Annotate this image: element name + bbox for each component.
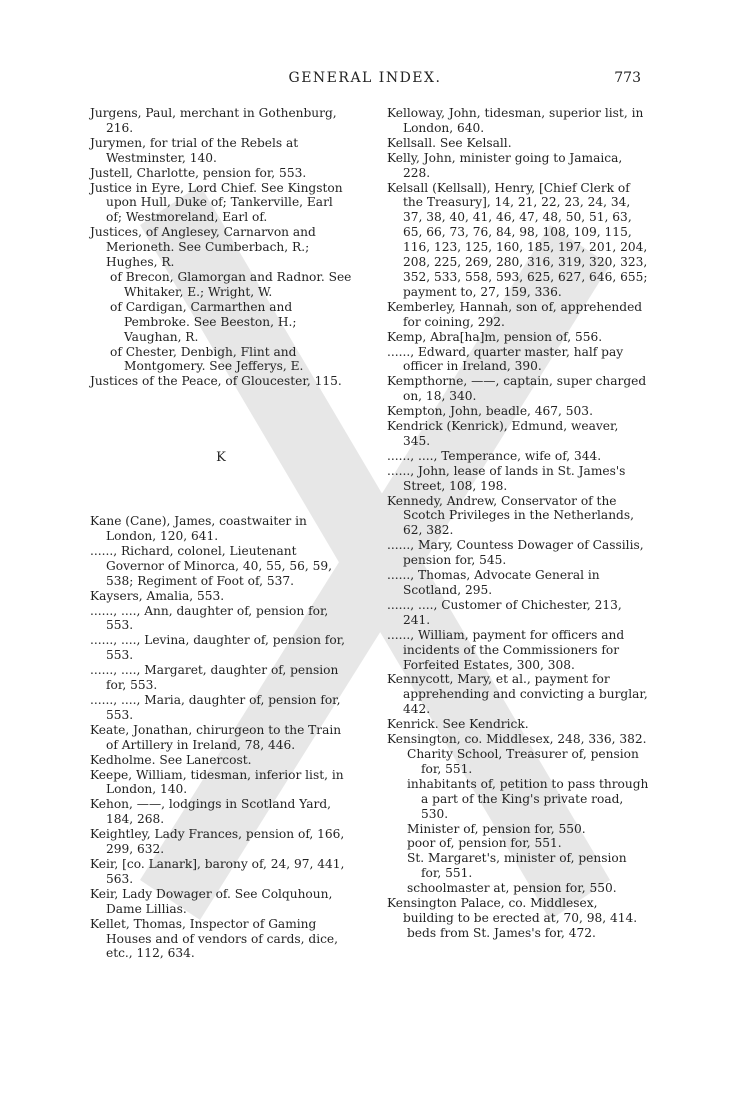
left-entries-k xyxy=(90,514,352,961)
index-entry: Kendrick (Kenrick), Edmund, weaver, 345. xyxy=(387,419,619,448)
index-entry: Keir, [co. Lanark], barony of, 24, 97, 441, 563. xyxy=(90,856,345,886)
index-entry: ......, Edward, quarter master, half pay officer in Ireland, 390. xyxy=(387,344,624,374)
index-entry: Justell, Charlotte, pension for, 553. xyxy=(90,165,307,180)
index-entry: ......, Thomas, Advocate General in Scotland, 295. xyxy=(387,568,600,597)
index-entry: Jurgens, Paul, merchant in Gothenburg, 216. xyxy=(90,106,337,135)
index-entry: Kane (Cane), James, coastwaiter in London, 120, 641. xyxy=(90,514,307,544)
left-entries-j xyxy=(90,106,352,389)
index-subentry: of Chester, Denbigh, Flint and Montgomery. See Jefferys, E. xyxy=(110,344,304,374)
index-entry: Kelsall (Kellsall), Henry, [Chief Clerk of the Treasury], 14, 21, 22, 23, 24, 34, 37, 38, 40, 41, 46, 47, 48, 50, 51, 63, 65, 66, 73, 76, 84, 98, 108, 109, 115, 116, 123, 125, 160, 185, 197, 201, 204, 208, 225, 269, 280, 316, 319, 320, 323, 352, 533, 558, 593, 625, 627, 646, 655; payment to, 27, 159, 336. xyxy=(387,180,648,299)
index-entry: Keate, Jonathan, chirurgeon to the Train of Artillery in Ireland, 78, 446. xyxy=(90,722,342,752)
index-entry: Keir, Lady Dowager of. See Colquhoun, Dame Lillias. xyxy=(90,886,333,916)
index-subentry: Minister of, pension for, 550. xyxy=(407,821,586,836)
index-entry: ......, ...., Ann, daughter of, pension for, 553. xyxy=(90,603,329,633)
index-entry: ......, Richard, colonel, Lieutenant Governor of Minorca, 40, 55, 56, 59, 538; Regiment of Foot of, 537. xyxy=(90,543,332,588)
index-entry: ......, ...., Customer of Chichester, 213, 241. xyxy=(387,597,622,627)
index-entry: Justices of the Peace, of Gloucester, 115. xyxy=(90,374,342,389)
index-entry: Kensington, co. Middlesex, 248, 336, 382. xyxy=(387,732,647,747)
index-entry: Kempthorne, ——, captain, super charged on, 18, 340. xyxy=(387,374,647,404)
index-entry: ......, John, lease of lands in St. James's Street, 108, 198. xyxy=(387,463,626,493)
right-entries xyxy=(387,106,649,941)
index-subentry: of Brecon, Glamorgan and Radnor. See Whitaker, E.; Wright, W. xyxy=(110,269,352,299)
index-subentry: beds from St. James's for, 472. xyxy=(407,925,596,940)
section-letter: K xyxy=(216,450,226,466)
index-entry: ......, William, payment for officers and incidents of the Commissioners for Forfeited Estates, 300, 308. xyxy=(387,627,625,672)
index-entry: Kemp, Abra[ha]m, pension of, 556. xyxy=(387,329,603,344)
index-entry: ......, ...., Levina, daughter of, pension for, 553. xyxy=(90,633,346,663)
index-subentry: inhabitants of, petition to pass through a part of the King's private road, 530. xyxy=(407,776,649,821)
index-entry: ......, ...., Maria, daughter of, pension for, 553. xyxy=(90,693,341,722)
index-entry: Kehon, ——, lodgings in Scotland Yard, 184, 268. xyxy=(90,797,331,827)
index-entry: Kellsall. See Kelsall. xyxy=(387,135,512,150)
page-number: 773 xyxy=(614,70,641,86)
right-column xyxy=(387,106,649,941)
index-subentry: of Cardigan, Carmarthen and Pembroke. See Beeston, H.; Vaughan, R. xyxy=(110,299,297,344)
index-entry: Kennedy, Andrew, Conservator of the Scotch Privileges in the Netherlands, 62, 382. xyxy=(387,493,634,538)
index-entry: Kedholme. See Lanercost. xyxy=(90,752,252,767)
index-entry: Kemberley, Hannah, son of, apprehended for coining, 292. xyxy=(387,299,643,329)
index-subentry: schoolmaster at, pension for, 550. xyxy=(407,881,617,896)
index-entry: Kaysers, Amalia, 553. xyxy=(90,588,225,603)
index-entry: Kenrick. See Kendrick. xyxy=(387,717,529,732)
index-subentry: poor of, pension for, 551. xyxy=(407,836,562,851)
index-entry: Kelloway, John, tidesman, superior list, in London, 640. xyxy=(387,106,644,135)
index-entry: Keightley, Lady Frances, pension of, 166, 299, 632. xyxy=(90,827,345,857)
running-title: GENERAL INDEX. xyxy=(288,70,442,86)
index-entry: ......, ...., Margaret, daughter of, pension for, 553. xyxy=(90,663,339,693)
index-subentry: St. Margaret's, minister of, pension for, 551. xyxy=(407,851,627,881)
index-entry: Justice in Eyre, Lord Chief. See Kingston upon Hull, Duke of; Tankerville, Earl of; Westmoreland, Earl of. xyxy=(90,180,343,225)
index-entry: Jurymen, for trial of the Rebels at Westminster, 140. xyxy=(90,135,299,165)
index-entry: Kelly, John, minister going to Jamaica, 228. xyxy=(387,150,623,180)
index-entry: Keepe, William, tidesman, inferior list, in London, 140. xyxy=(90,767,344,797)
index-entry: Justices, of Anglesey, Carnarvon and Merioneth. See Cumberbach, R.; Hughes, R. xyxy=(90,225,316,270)
index-entry: Kennycott, Mary, et al., payment for apprehending and convicting a burglar, 442. xyxy=(387,672,648,717)
index-entry: Kellet, Thomas, Inspector of Gaming Houses and of vendors of cards, dice, etc., 112, 634. xyxy=(90,916,339,961)
left-column xyxy=(90,106,352,961)
index-entry: ......, Mary, Countess Dowager of Cassilis, pension for, 545. xyxy=(387,538,644,568)
index-entry: Kensington Palace, co. Middlesex, building to be erected at, 70, 98, 414. xyxy=(387,896,638,925)
index-subentry: Charity School, Treasurer of, pension for, 551. xyxy=(407,746,639,776)
index-entry: Kempton, John, beadle, 467, 503. xyxy=(387,404,593,419)
index-entry: ......, ...., Temperance, wife of, 344. xyxy=(387,448,602,463)
